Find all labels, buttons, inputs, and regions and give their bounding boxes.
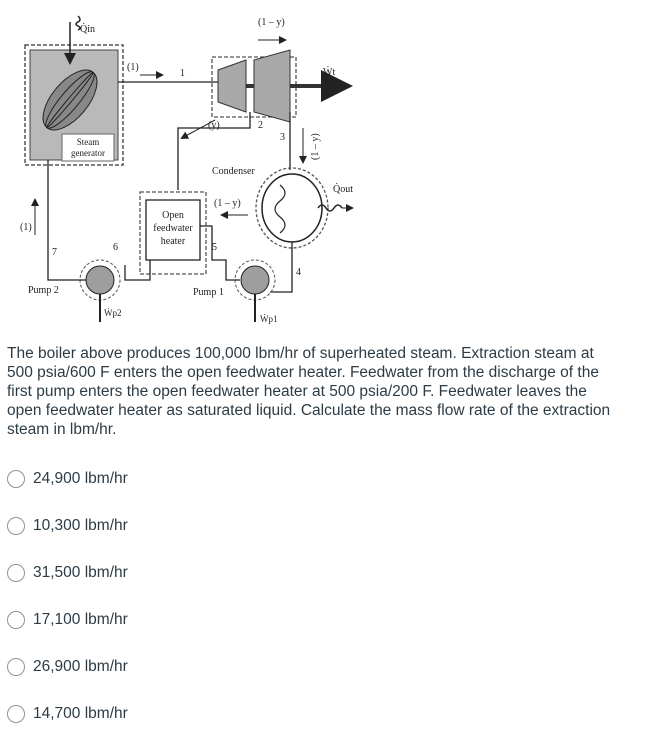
num-3-label: 3 — [280, 132, 285, 143]
answer-option[interactable] — [7, 699, 128, 729]
question-text: The boiler above produces 100,000 lbm/hr of superheated steam. Extraction steam at 500 psia/600 F enters the open feedwater heater. Feedwater from the discharge of the first pump enters the open feedwater heater at 500 psia/200 F. Feedwater leaves the open feedwater heater as saturated liquid. Calculate the mass flow rate of the extraction steam in lbm/hr. — [7, 345, 611, 438]
num-5-label: 5 — [212, 242, 217, 253]
feedwater-return-line — [48, 160, 86, 280]
option-label: 17,100 lbm/hr — [33, 611, 128, 628]
q-in-label: Q̇in — [80, 24, 95, 35]
generator-label-line-2: generator — [71, 148, 105, 158]
work-p1-label: Ẇp1 — [260, 314, 278, 324]
answer-option[interactable] — [7, 558, 128, 588]
ofwh-label-line-2: feedwater — [153, 223, 193, 234]
answer-option[interactable] — [7, 605, 128, 635]
answer-option[interactable] — [7, 511, 128, 541]
option-label: 26,900 lbm/hr — [33, 658, 128, 675]
radio-button[interactable] — [7, 564, 25, 582]
num-1-label: 1 — [180, 68, 185, 79]
radio-button[interactable] — [7, 517, 25, 535]
condensate-line — [270, 242, 292, 292]
ofwh-label-line-1: Open — [162, 210, 184, 221]
condensate-flow-label: (1 – y) — [214, 198, 241, 209]
generator-label-line-1: Steam — [76, 137, 100, 147]
ofwh-label-line-3: heater — [160, 236, 186, 247]
radio-button[interactable] — [7, 705, 25, 723]
pump-2-label: Pump 2 — [28, 285, 59, 296]
condenser-label: Condenser — [212, 166, 255, 177]
radio-button[interactable] — [7, 658, 25, 676]
option-label: 24,900 lbm/hr — [33, 470, 128, 487]
answer-option[interactable] — [7, 652, 128, 682]
num-7-label: 7 — [52, 247, 57, 258]
condenser — [262, 174, 322, 242]
vertical-flow-label: (1 – y) — [310, 133, 321, 160]
extraction-label: (y) — [208, 120, 220, 131]
turbine-stage-2 — [254, 50, 290, 122]
pump-1-label: Pump 1 — [193, 287, 224, 298]
option-label: 14,700 lbm/hr — [33, 705, 128, 722]
radio-button[interactable] — [7, 611, 25, 629]
work-p2-label: Ẇp2 — [104, 308, 122, 318]
num-6-label: 6 — [113, 242, 118, 253]
option-label: 10,300 lbm/hr — [33, 517, 128, 534]
q-out-label: Q̇out — [333, 184, 353, 195]
cycle-diagram — [0, 0, 400, 330]
num-4-label: 4 — [296, 267, 301, 278]
turbine-flow-top-label: (1 – y) — [258, 17, 285, 28]
boiler-flow-label: (1) — [20, 222, 32, 233]
num-2-label: 2 — [258, 120, 263, 131]
turbine-stage-1 — [218, 60, 246, 112]
ofwh-outlet-line — [125, 260, 150, 280]
pump-2 — [86, 266, 114, 294]
state-1-label: (1) — [127, 62, 139, 73]
pump-1 — [241, 266, 269, 294]
option-label: 31,500 lbm/hr — [33, 564, 128, 581]
answer-option[interactable] — [7, 464, 128, 494]
radio-button[interactable] — [7, 470, 25, 488]
work-turbine-label: Ẇt — [323, 67, 336, 78]
